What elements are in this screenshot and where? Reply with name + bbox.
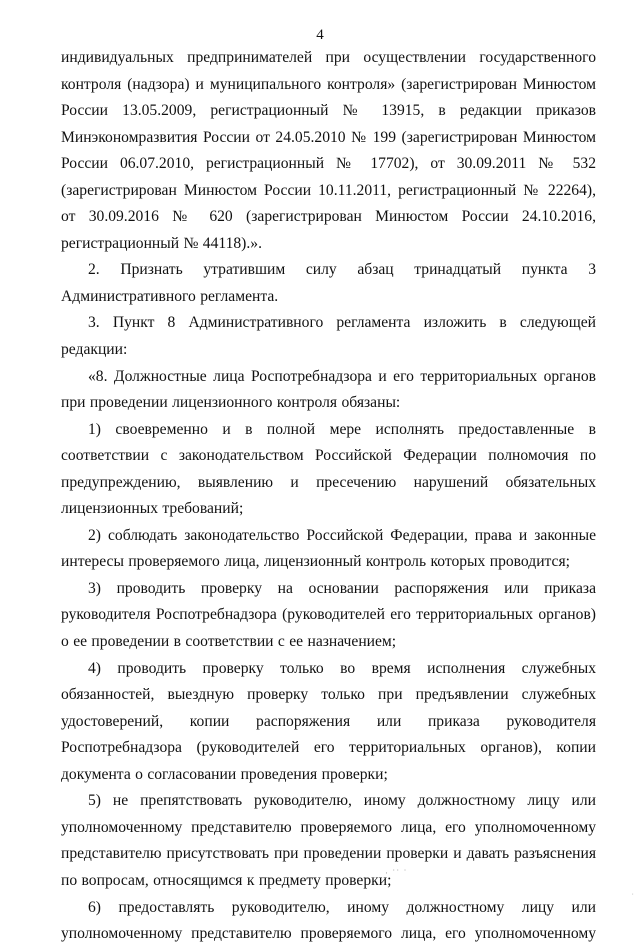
edge-mark: ˙: [631, 892, 634, 901]
paragraph-duty-1: 1) своевременно и в полной мере исполнять предоставленные в соответствии с законодательством Российской Федерации полномочия по предупреждению, выявлению и пресечению нарушений обязательных лицензионных требований;: [61, 420, 596, 518]
document-body: [61, 45, 596, 948]
scan-noise-mark: · ˙˙ ˙: [385, 868, 408, 878]
paragraph-duty-6: 6) предоставлять руководителю, иному должностному лицу или уполномоченному представителю проверяемого лица, его уполномоченному: [61, 898, 596, 943]
paragraph-duty-2: 2) соблюдать законодательство Российской Федерации, права и законные интересы проверяемого лица, лицензионный контроль которых проводится;: [61, 526, 596, 571]
paragraph-item-3: 3. Пункт 8 Административного регламента изложить в следующей редакции:: [61, 314, 596, 359]
page-number: 4: [316, 27, 324, 43]
paragraph-item-8-intro: «8. Должностные лица Роспотребнадзора и его территориальных органов при проведении лицензионного контроля обязаны:: [61, 367, 596, 412]
paragraph-duty-3: 3) проводить проверку на основании распоряжения или приказа руководителя Роспотребнадзора (руководителей его территориальных органов) о ее проведении в соответствии с ее назначением;: [61, 579, 596, 651]
paragraph-duty-5: 5) не препятствовать руководителю, иному должностному лицу или уполномоченному представителю проверяемого лица, его уполномоченному представителю присутствовать при проведении проверки и давать разъяснения по вопросам, относящимся к предмету проверки;: [61, 792, 596, 889]
paragraph-item-2: 2. Признать утратившим силу абзац тринадцатый пункта 3 Административного регламента.: [61, 261, 596, 305]
paragraph-duty-4: 4) проводить проверку только во время исполнения служебных обязанностей, выездную проверку только при предъявлении служебных удостоверений, копии распоряжения или приказа руководителя Роспотребнадзора (руководителей его территориальных органов), копии документа о согласовании проведения проверки;: [61, 659, 596, 783]
paragraph-continuation: индивидуальных предпринимателей при осуществлении государственного контроля (надзора) и муниципального контроля» (зарегистрирован Минюстом России 13.05.2009, регистрационный № 13915, в редакции приказов Минэкономразвития России от 24.05.2010 № 199 (зарегистрирован Минюстом России 06.07.2010, регистрационный № 17702), от 30.09.2011 № 532 (зарегистрирован Минюстом России 10.11.2011, регистрационный № 22264), от 30.09.2016 № 620 (зарегистрирован Минюстом России 24.10.2016, регистрационный № 44118).».: [61, 49, 596, 252]
